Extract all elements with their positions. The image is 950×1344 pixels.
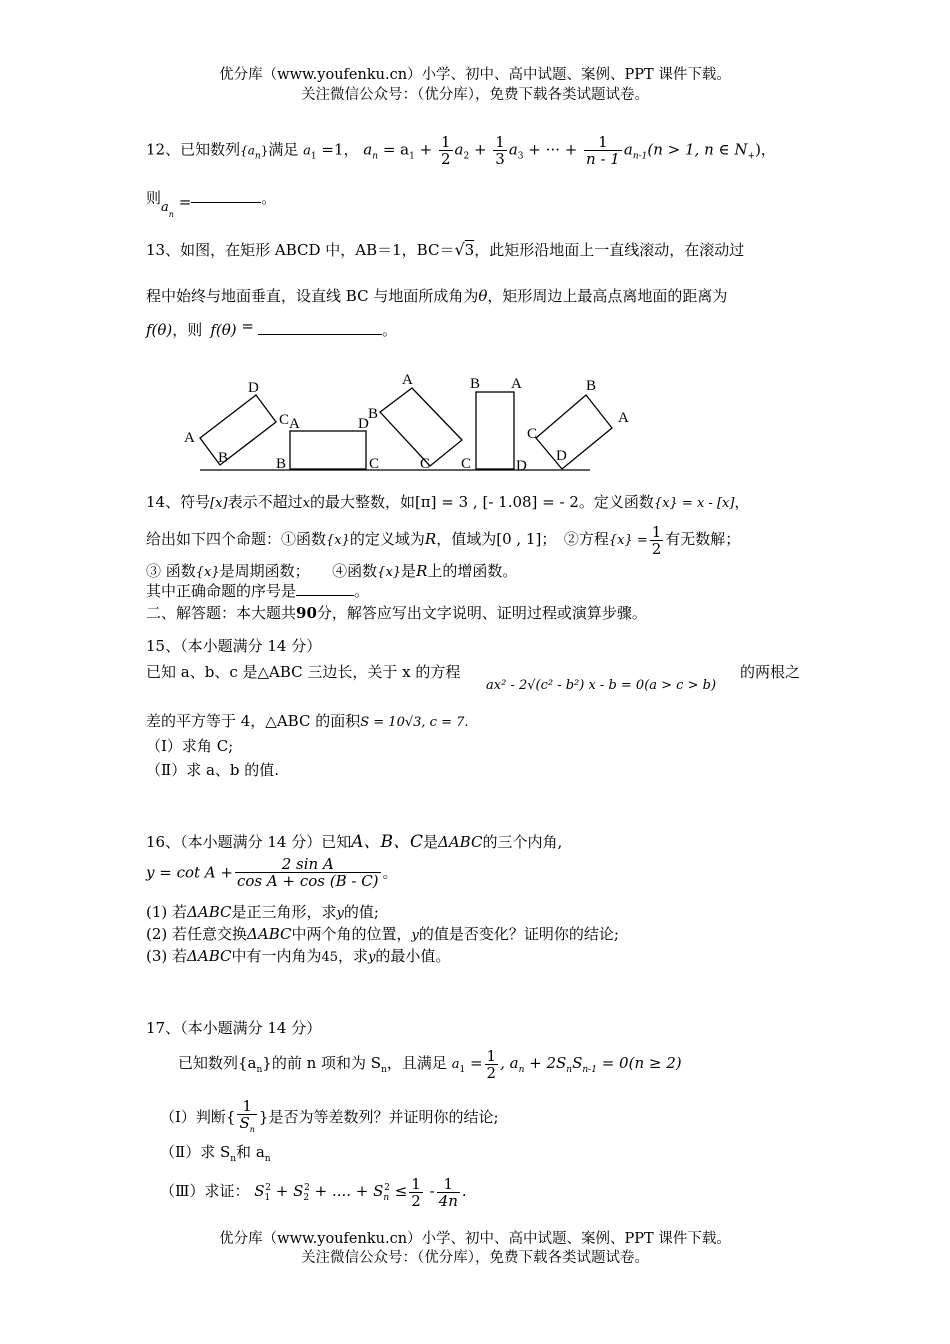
q17-ineq-frac-2: $\frac{1}{4n}$: [438, 1174, 458, 1210]
q17-part-3: （Ⅲ）求证： $S_1^2 + S_2^2$ + .... + $S_n^2$ ≤ $\frac{1}{2}$ - $\frac{1}{4n}$ .: [160, 1174, 467, 1210]
q13-answer-blank[interactable]: [258, 334, 382, 335]
rect-position-5: [536, 395, 612, 469]
q15-part-2: （Ⅱ）求 a、b 的值.: [146, 761, 280, 779]
q15-title: 15、（本小题满分 14 分）: [146, 637, 322, 655]
q17-ineq-frac-1: $\frac{1}{2}$: [411, 1174, 421, 1210]
footer-line-2: 关注微信公众号：（优分库），免费下载各类试题试卷。: [301, 1250, 649, 1266]
q12-frac-3: $\frac{1}{n - 1}$: [586, 133, 620, 168]
q17-line-1: 已知数列$\{a_n\}$的前 n 项和为 $S_n$，且满足 $a_1$ = $\frac{1}{2}$ , $a_n + 2S_nS_{n-1} = 0(n \ge 2)$: [178, 1046, 682, 1082]
q15-equation: ax² - 2√(c² - b²) x - b = 0(a > c > b): [486, 678, 717, 693]
q13-line-1: 13、如图，在矩形 ABCD 中，AB＝1，BC＝√3，此矩形沿地面上一直线滚动，在滚动过: [146, 240, 745, 259]
label-B5: B: [586, 378, 597, 394]
label-D2: D: [358, 416, 369, 432]
label-C5: C: [527, 426, 538, 442]
footer-line-1: 优分库（www.youfenku.cn）小学、初中、高中试题、案例、PPT 课件下载。: [219, 1231, 731, 1247]
q17-title: 17、（本小题满分 14 分）: [146, 1019, 322, 1037]
q12-line-1: 12、已知数列$\{a_n\}$满足 $a_1 =1$， $a_n = a_1$ + $\frac{1}{2}$ $a_2$ + $\frac{1}{3}$ $a_3$ + ··· + $\frac{1}{n - 1}$ $a_{n-1}(n > 1$, n ∈ $N_+$)，: [146, 133, 776, 168]
q15-line-1a: 已知 a、b、c 是△ABC 三边长，关于 x 的方程: [146, 663, 461, 681]
q17-reciprocal-frac: $\frac{1}{S_n}$: [239, 1097, 255, 1134]
label-B4: B: [470, 376, 481, 392]
q14-line-2: 给出如下四个命题：①函数{x}的定义域为R，值域为[0 , 1]； ②方程{x} = $\frac{1}{2}$ 有无数解；: [146, 522, 741, 558]
rect-position-1: [200, 395, 276, 465]
q14-answer-blank[interactable]: [296, 595, 354, 596]
q16-part-2: (2) 若任意交换ΔABC中两个角的位置，y的值是否变化？证明你的结论;: [146, 925, 619, 943]
q14-line-3: ③ 函数{x}是周期函数； ④函数{x}是R上的增函数。: [146, 562, 518, 580]
q14-half-frac: $\frac{1}{2}$: [651, 522, 662, 558]
q13-rolling-rectangle-figure: [170, 368, 630, 476]
rect-position-3: [380, 388, 462, 466]
q15-line-2: 差的平方等于 4，△ABC 的面积S = 10√3, c = 7.: [146, 712, 469, 730]
q12-line-2: 则$a_n$ = 。: [146, 189, 277, 219]
label-D1: D: [248, 380, 259, 396]
label-C4: C: [461, 456, 472, 472]
q12-frac-1: $\frac{1}{2}$: [440, 133, 451, 168]
q16-part-1: (1) 若ΔABC是正三角形，求y的值;: [146, 903, 379, 921]
label-B1: B: [218, 450, 229, 466]
q16-part-3: (3) 若ΔABC中有一内角为45，求y的最小值。: [146, 947, 451, 965]
label-B2: B: [276, 456, 287, 472]
q15-line-1b: 的两根之: [740, 663, 801, 681]
section-2-title: 二、解答题：本大题共90分，解答应写出文字说明、证明过程或演算步骤。: [146, 604, 647, 622]
label-C2: C: [369, 456, 380, 472]
label-A3: A: [402, 372, 413, 388]
label-A5: A: [618, 410, 629, 426]
label-C3: C: [420, 456, 431, 472]
rect-position-4: [476, 392, 514, 469]
rect-position-2: [290, 431, 366, 469]
q16-title: 16、（本小题满分 14 分）已知A、B、C是ΔABC的三个内角,: [146, 832, 563, 852]
q15-part-1: （Ⅰ）求角 C;: [146, 737, 234, 755]
label-A1: A: [184, 430, 195, 446]
label-D4: D: [516, 458, 527, 474]
q17-part-1: （Ⅰ）判断{ $\frac{1}{S_n}$ }是否为等差数列？并证明你的结论;: [160, 1098, 499, 1138]
q16-frac: $\frac{\text{2 sin A}}{\text{cos A + cos (B - C)}}$: [236, 855, 379, 890]
q13-line-3: f(θ)，则 f(θ) = 。: [146, 317, 397, 339]
label-B3: B: [368, 406, 379, 422]
q12-frac-2: $\frac{1}{3}$: [495, 133, 505, 168]
label-C1: C: [279, 412, 290, 428]
q16-function: y = cot A + $\frac{\text{2 sin A}}{\text{cos A + cos (B - C)}}$ 。: [146, 855, 398, 890]
q12-answer-blank[interactable]: [191, 202, 261, 203]
q13-line-2: 程中始终与地面垂直，设直线 BC 与地面所成角为θ，矩形周边上最高点离地面的距离为: [146, 287, 728, 305]
q14-line-1: 14、符号[x]表示不超过x的最大整数，如[π] = 3 , [- 1.08] = - 2。定义函数{x} = x - [x]，: [146, 493, 750, 511]
q14-line-4: 其中正确命题的序号是 。: [146, 582, 370, 600]
label-D5: D: [556, 448, 567, 464]
header-line-2: 关注微信公众号：（优分库），免费下载各类试题试卷。: [301, 87, 649, 103]
q17-part-2: （Ⅱ）求 $S_n$和 $a_n$: [160, 1143, 271, 1164]
label-A2: A: [289, 416, 300, 432]
header-line-1: 优分库（www.youfenku.cn）小学、初中、高中试题、案例、PPT 课件下载。: [219, 67, 731, 83]
label-A4: A: [511, 376, 522, 392]
q17-half-frac: $\frac{1}{2}$: [486, 1046, 497, 1082]
